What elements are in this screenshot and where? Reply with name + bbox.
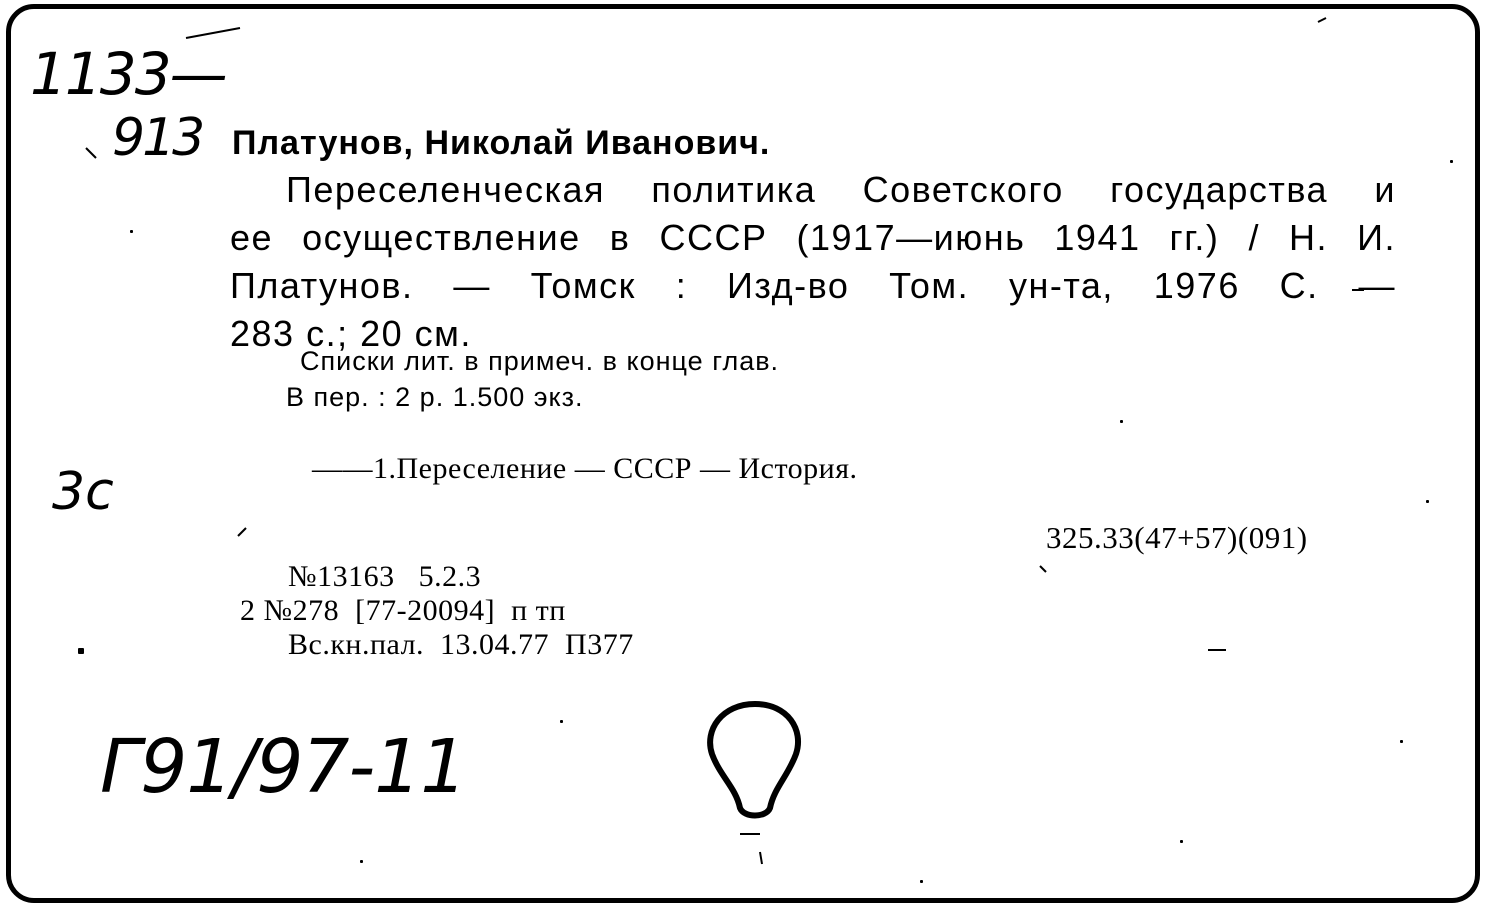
scan-speck <box>920 880 923 883</box>
scan-speck <box>1450 160 1453 163</box>
author-heading: Платунов, Николай Иванович. <box>232 124 771 162</box>
subject-tracing: ——1.Переселение — СССР — История. <box>312 452 858 485</box>
handwritten-call-number-second: 913 <box>112 108 203 168</box>
scan-speck <box>360 860 363 863</box>
description-line: Платунов. — Томск : Изд-во Том. ун-та, 1976 С. — <box>230 265 1396 306</box>
classification-index: 325.33(47+57)(091) <box>1046 520 1308 555</box>
scan-speck <box>1400 740 1403 743</box>
description-line: ее осуществление в СССР (1917—июнь 1941 гг.) / Н. И. <box>230 217 1396 258</box>
note-bibliography: Списки лит. в примеч. в конце глав. <box>300 346 780 376</box>
scan-speck <box>1120 420 1123 423</box>
handwritten-call-number-top: 1133— <box>30 40 226 108</box>
handwritten-class-mark: 3с <box>52 462 114 522</box>
description-line: Переселенческая политика Советского государства и <box>286 169 1396 210</box>
note-price: В пер. : 2 р. 1.500 экз. <box>286 382 584 412</box>
scan-speck <box>1426 500 1429 503</box>
handwritten-inventory-number: Г91/97-11 <box>100 724 467 810</box>
scan-speck <box>78 648 84 654</box>
technical-order-number: 2 №278 [77-20094] п тп <box>240 594 566 627</box>
scan-speck <box>130 230 133 233</box>
technical-book-chamber: Вс.кн.пал. 13.04.77 П377 <box>288 628 634 661</box>
description-line: 283 с.; 20 см. <box>230 313 472 354</box>
scan-speck <box>1180 840 1183 843</box>
technical-record-number: №13163 5.2.3 <box>288 560 482 593</box>
scan-speck <box>560 720 563 723</box>
